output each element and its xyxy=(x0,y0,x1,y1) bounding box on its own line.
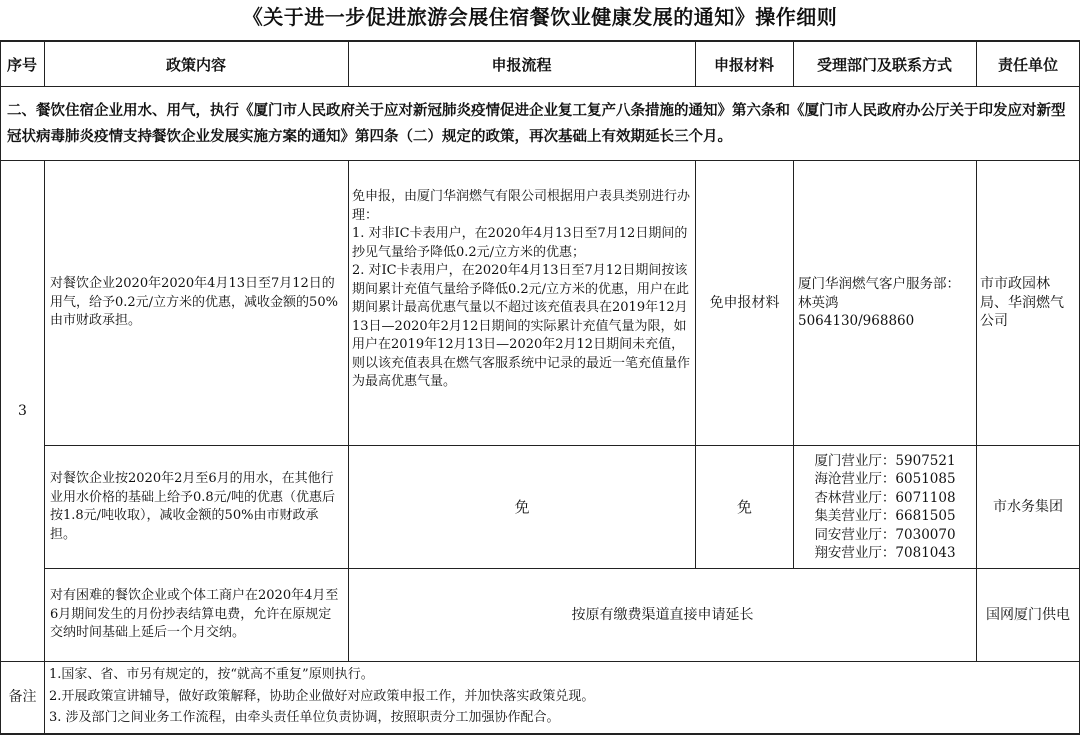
header-process: 申报流程 xyxy=(491,55,552,74)
note-item: 3. 涉及部门之间业务工作流程，由牵头责任单位负责协调，按照职责分工加强协作配合。 xyxy=(49,710,560,725)
contact-xinglin: 杏林营业厅：6071108 xyxy=(814,489,956,506)
row3-content: 对有困难的餐饮企业或个体工商户在2020年4月至6月期间发生的月份抄表结算电费，允许在原规定交纳时间基础上延后一个月交纳。 xyxy=(50,588,339,641)
table-border-bottom xyxy=(0,733,1080,735)
item-number: 3 xyxy=(18,402,27,419)
row3-unit: 国网厦门供电 xyxy=(986,606,1070,623)
notes-label: 备注 xyxy=(8,689,37,706)
header-materials: 申报材料 xyxy=(713,55,774,74)
row1-content: 对餐饮企业2020年2020年4月13日至7月12日的用气，给予0.2元/立方米的优惠，减收金额的50%由市财政承担。 xyxy=(50,276,338,329)
document-title: 《关于进一步促进旅游会展住宿餐饮业健康发展的通知》操作细则 xyxy=(242,5,838,29)
row1-unit: 市市政园林局、华润燃气公司 xyxy=(980,276,1064,330)
contact-tongan: 同安营业厅：7030070 xyxy=(814,526,956,543)
contact-jimei: 集美营业厅：6681505 xyxy=(814,508,956,524)
row1-contact: 厦门华润燃气客户服务部：林英鸿 5064130/968860 xyxy=(798,276,960,330)
note-item: 1.国家、省、市另有规定的，按“就高不重复”原则执行。 xyxy=(49,667,374,682)
row2-contact-list xyxy=(794,446,976,568)
contact-haicang: 海沧营业厅：6051085 xyxy=(814,471,956,487)
notes-divider xyxy=(0,661,1080,662)
notes-list xyxy=(49,664,1075,732)
header-contact: 受理部门及联系方式 xyxy=(816,55,952,74)
section-heading: 二、餐饮住宿企业用水、用气，执行《厦门市人民政府关于应对新冠肺炎疫情促进企业复工复产八条措施的通知》第六条和《厦门市人民政府办公厅关于印发应对新型冠状病毒肺炎疫情支持餐饮企业发展实施方案的通知》第四条（二）规定的政策，再次基础上有效期延长三个月。 xyxy=(7,101,1066,145)
header-content: 政策内容 xyxy=(165,55,226,74)
row2-process: 免 xyxy=(514,497,530,516)
contact-xiangan: 翔安营业厅：7081043 xyxy=(814,545,956,561)
row2-content: 对餐饮企业按2020年2月至6月的用水，在其他行业用水价格的基础上给予0.8元/吨的优惠（优惠后按1.8元/吨收取），减收金额的50%由市财政承担。 xyxy=(50,471,336,542)
header-no: 序号 xyxy=(6,55,37,74)
row3-process: 按原有缴费渠道直接申请延长 xyxy=(571,606,754,623)
row2-unit: 市水务集团 xyxy=(993,498,1063,515)
contact-xiamen: 厦门营业厅：5907521 xyxy=(814,452,956,469)
header-unit: 责任单位 xyxy=(997,55,1058,74)
note-item: 2.开展政策宣讲辅导，做好政策解释，协助企业做好对应政策申报工作，并加快落实政策兑现。 xyxy=(49,688,595,704)
row2-materials: 免 xyxy=(736,497,752,516)
row1-process: 免申报，由厦门华润燃气有限公司根据用户表具类别进行办理： 1. 对非IC卡表用户，在2020年4月13日至7月12日期间的抄见气量给予降低0.2元/立方米的优惠； 2. 对IC卡表用户，在2020年4月13日至7月12日期间按该期间累计充值气量给予降低0.2元/立方米的优惠，用户在此期间累计最高优惠气量以不超过该充值表具在2019年12月13日—2020年2月12日期间的实际累计充值气量为限，如用户在2019年12月13日—2020年2月12日期间未充值，则以该充值表具在燃气客服系统中记录的最近一笔充值量作为最高优惠气量。 xyxy=(352,189,691,389)
row1-materials: 免申报材料 xyxy=(709,294,780,311)
